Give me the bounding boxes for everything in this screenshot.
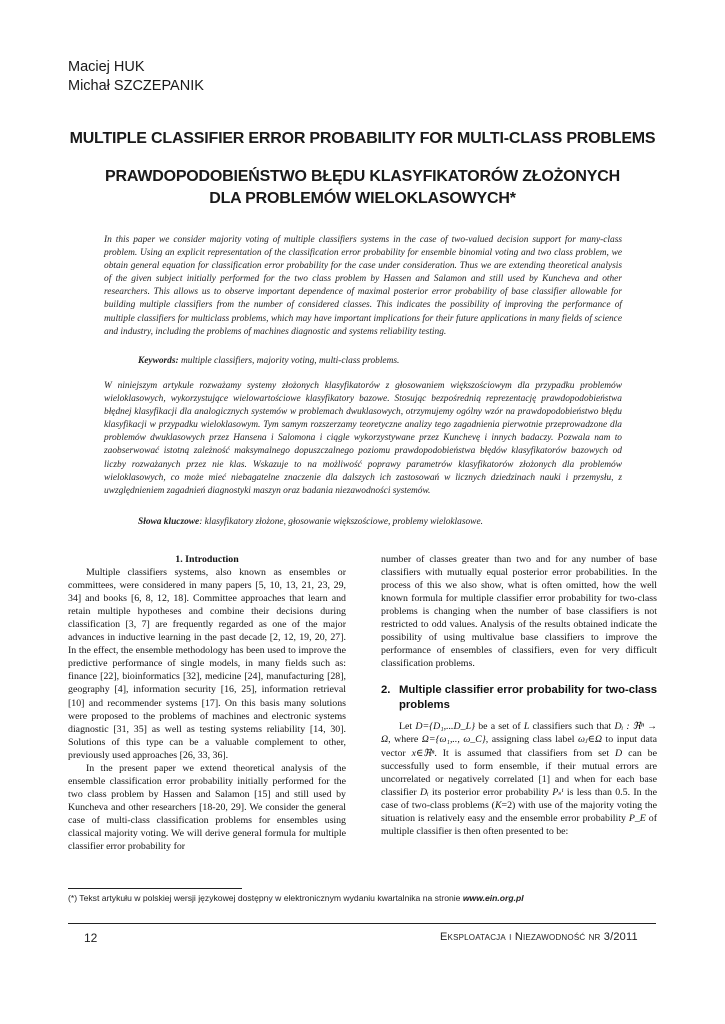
footer-divider: [68, 923, 656, 924]
author-name: Maciej HUK: [68, 59, 145, 75]
math-expression: D: [615, 747, 623, 759]
section-heading: [381, 683, 657, 713]
abstract-english: In this paper we consider majority voting of multiple classifiers systems in the case of two-valued decision support for many-class problem. Using an explicit representation of the classification error probability for ensemble binomial voting and two class problem, we obtain general equation for classification error probability for the case under consideration. Thus we are extending theoretical analysis of the given subject initially performed for the two class problem by Hassen and Salamon and still used by Kuncheva and other researchers. This allows us to observe important dependence of maximal posterior error probability of base classifier allowable for building multiple classifiers from the number of considered classes. This indicates the possibility of improving the performance of multiple classifiers for multiclass problems, which may have important implications for their future applications in many fields of science and industry, including the problems of machines diagnostic and systems reliability testing.: [104, 235, 622, 337]
keywords-polish: [138, 516, 628, 529]
paragraph: Let D={D₁,...D_L} be a set of L classifiers such that Dᵢ : ℜⁿ → Ω, where Ω={ω₁,.., ω_C}, assigning class label ωⱼ∈Ω to input data vector x∈ℜⁿ. It is assumed that classifiers from set D can be successfully used to form ensemble, if their mutual errors are uncorrelated or negatively correlated [1] and when for each base classifier Dᵢ its posterior error probability Pₛⁱ is less than 0.5. In the case of two-class problems (K=2) with use of the majority voting the situation is relatively easy and the ensemble error probability P_E of multiple classifier is then often presented to be:: [381, 721, 658, 837]
footnote-text: Tekst artykułu w polskiej wersji językowej dostępny w elektronicznym wydaniu kwartalnika na stronie: [77, 893, 463, 903]
section-number: 2.: [381, 684, 391, 697]
math-expression: K: [494, 799, 502, 811]
math-expression: x∈ℜⁿ: [411, 747, 435, 759]
paragraph: Multiple classifiers systems, also known as ensembles or committees, were considered in many papers [5, 10, 13, 21, 23, 29, 34] and books [6, 8, 12, 18]. Committee approaches that learn and retain multiple hypotheses and combine their decisions during classification [3, 7] are frequently regarded as one of the major advances in inductive learning in the past decade [2, 12, 19, 20, 27]. In the effect, the ensemble methodology has been used to improve the predictive performance of single models, in many fields such as: finance [22], bioinformatics [32], medicine [24], manufacturing [28], geography [4], information security [16, 25], information retrieval [10] and recommender systems [17]. On this basis many solutions were proposed to the problems of machines and electronic systems diagnostic [31, 35] as well as testing systems reliability [14, 30]. Solutions of this type can be a valuable complement to other, previously used approaches [26, 33, 36].: [68, 567, 346, 761]
page-number: 12: [84, 931, 98, 945]
keywords-label: Słowa kluczowe: [138, 517, 200, 527]
keywords-value: multiple classifiers, majority voting, multi-class problems.: [178, 356, 400, 366]
keywords-value: : klasyfikatory złożone, głosowanie większościowe, problemy wieloklasowe.: [199, 517, 483, 527]
footnote-divider: [68, 888, 242, 889]
math-expression: ωⱼ∈Ω: [578, 734, 603, 746]
math-expression: D={D₁,...D_L}: [415, 721, 476, 733]
math-expression: Pₛⁱ: [552, 786, 564, 798]
title-polish: [40, 166, 685, 210]
author-name: Michał SZCZEPANIK: [68, 78, 204, 94]
column-left: [68, 553, 346, 853]
math-expression: Dᵢ : ℜⁿ → Ω: [381, 721, 657, 746]
math-expression: Dᵢ: [419, 786, 429, 798]
section-heading: 1. Introduction: [175, 554, 239, 565]
abstract-polish: W niniejszym artykule rozważamy systemy złożonych klasyfikatorów z głosowaniem większościowym dla przypadku problemów wieloklasowych, wykorzystujące wielowartościowe klasyfikatory bazowe. Stosując bezpośrednią reprezentację prawdopodobieństwa błędnej klasyfikacji dla analogicznych systemów w problemach dwuklasowych, otrzymujemy ogólny wzór na prawdopodobieństwo błędu klasyfikacji w przypadku wieloklasowym. Tym samym rozszerzamy teoretyczne analizy tego zagadnienia pierwotnie przeprowadzone dla problemów dwuklasowych przez Hansena i Salomona i ciągle wykorzystywane przez Kunchevę i innych badaczy. Pozwala nam to zaobserwować istotną zależność maksymalnego dopuszczalnego poziomu prawdopodobieństwa błędów klasyfikatorów bazowych od liczby rozważanych przez nie klas. Wskazuje to na możliwość poprawy parametrów klasyfikatorów złożonych dla problemów wieloklasowych, co może mieć niebagatelne znaczenie dla dalszych ich zastosowań w licznych dziedzinach nauki i przemysłu, z uwzględnieniem zagadnień diagnostyki maszyn oraz badania niezawodności systemów.: [104, 381, 622, 496]
author-list: [68, 58, 204, 96]
title-english: MULTIPLE CLASSIFIER ERROR PROBABILITY FOR MULTI-CLASS PROBLEMS: [69, 130, 656, 147]
math-expression: Ω={ω₁,.., ω_C}: [421, 734, 486, 746]
footnote: [68, 893, 668, 903]
math-expression: L: [523, 721, 530, 733]
footnote-marker: (*): [68, 893, 78, 903]
keywords-english: [138, 355, 628, 368]
keywords-label: Keywords:: [138, 356, 179, 366]
journal-name: Eksploatacja i Niezawodność nr 3/2011: [440, 931, 638, 943]
section-title: Multiple classifier error probability for two-class problems: [399, 684, 658, 712]
column-right: [381, 553, 657, 838]
math-expression: P_E: [628, 812, 646, 824]
title-polish-line: PRAWDOPODOBIEŃSTWO BŁĘDU KLASYFIKATORÓW ZŁOŻONYCH: [105, 168, 620, 185]
title-polish-line: DLA PROBLEMÓW WIELOKLASOWYCH*: [209, 190, 516, 207]
paragraph: number of classes greater than two and for any number of base classifiers with mutually equal posterior error probabilities. In the process of this we also show, what is often omitted, how the well known formula for multiple classifier error probability for two-class problems is changing when the number of base classifiers is not restricted to odd values. Analysis of the results obtained indicate the possibility of using multivalue base classifiers to improve the performance of ensembles of classifiers, even for very difficult classification problems.: [381, 554, 657, 670]
paragraph: In the present paper we extend theoretical analysis of the ensemble classification error probability initially performed for the two class problem by Hassen and Salamon [15] and still used by Kuncheva and other researchers [18-20, 29]. We consider the general case of multi-class classification problems for ensembles using classical majority voting. We will derive general formula for multiple classifier error probability for: [68, 762, 346, 853]
footnote-link[interactable]: www.ein.org.pl: [462, 893, 524, 903]
